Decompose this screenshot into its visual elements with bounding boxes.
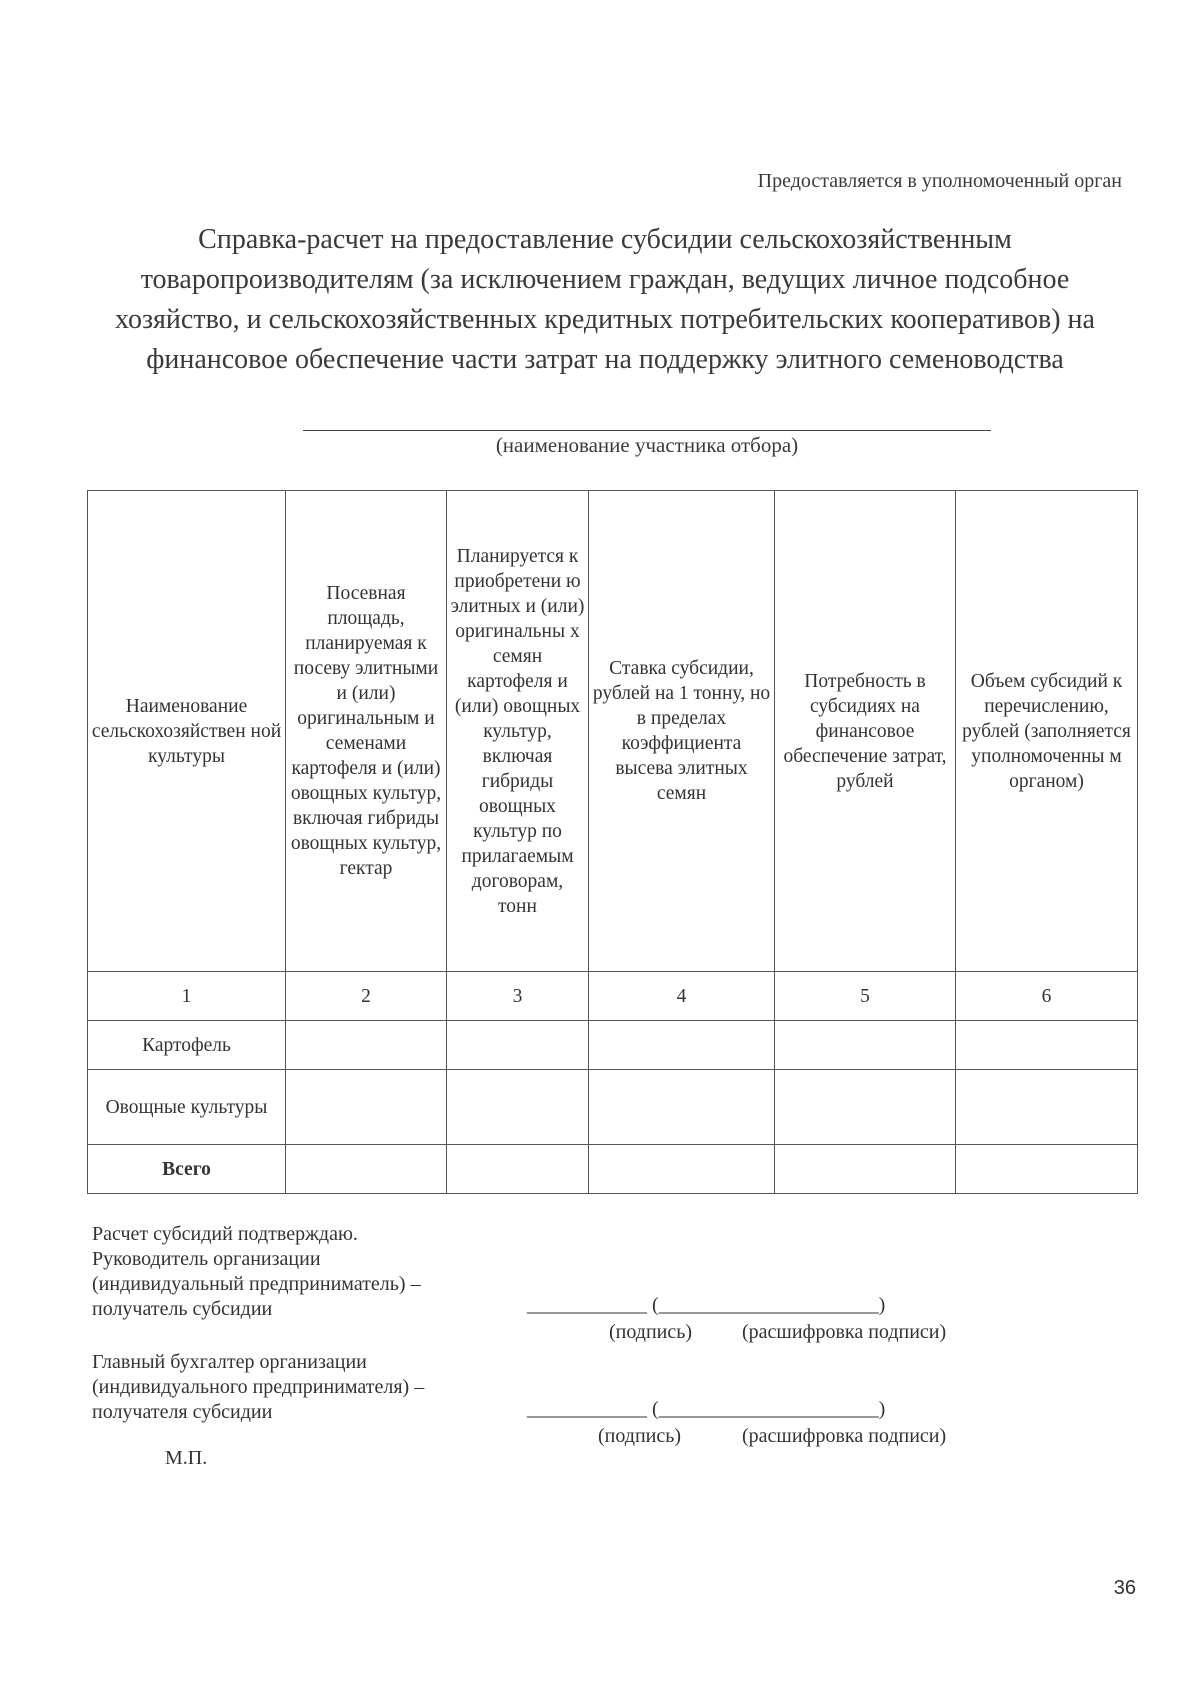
title-line: Справка-расчет на предоставление субсидии сельскохозяйственным [198,224,1012,255]
table-cell[interactable] [589,1145,775,1194]
addressee-note: Предоставляется в уполномоченный орган [757,170,1122,192]
table-cell[interactable] [956,1070,1138,1145]
table-cell[interactable] [589,1021,775,1070]
stamp-place: М.П. [165,1447,208,1469]
column-number: 3 [447,972,589,1021]
signature-text-line: Расчет субсидий подтверждаю. [92,1223,358,1245]
signature-text-line: Главный бухгалтер организации [92,1351,367,1373]
column-number: 6 [956,972,1138,1021]
decoding-label: (расшифровка подписи) [742,1425,947,1447]
page-number: 36 [1113,1577,1136,1599]
column-number: 4 [589,972,775,1021]
participant-caption: (наименование участника отбора) [495,433,799,457]
header-sowing-area: Посевная площадь, планируемая к посеву элитными и (или) оригинальным и семенами картофеля и (или) овощных культур, включая гибриды овощных культур, гектар [286,491,447,972]
head-signature-field[interactable]: ____________ (______________________) [527,1294,886,1316]
column-number-row [88,972,1138,1021]
signature-text-line: (индивидуальный предприниматель) – [92,1273,421,1295]
document-title [90,220,1120,380]
table-cell[interactable] [447,1145,589,1194]
signature-label: (подпись) [609,1321,693,1343]
accountant-signature-field[interactable]: ____________ (______________________) [527,1398,886,1420]
signature-text-line: получатель субсидии [92,1298,273,1320]
table-cell[interactable] [956,1145,1138,1194]
table-row [88,1070,1138,1145]
table-cell[interactable] [286,1145,447,1194]
subsidy-calculation-table [87,490,1138,1194]
table-cell[interactable] [447,1070,589,1145]
header-subsidy-need: Потребность в субсидиях на финансовое обеспечение затрат, рублей [775,491,956,972]
table-cell[interactable] [286,1021,447,1070]
header-planned-seeds: Планируется к приобретени ю элитных и (или) оригинальны х семян картофеля и (или) овощных культур, включая гибриды овощных культур по прилагаемым договорам, тонн [447,491,589,972]
signature-text-line: Руководитель организации [92,1248,321,1270]
title-line: товаропроизводителям (за исключением граждан, ведущих личное подсобное [140,264,1070,295]
title-line: хозяйство, и сельскохозяйственных кредитных потребительских кооперативов) на [115,304,1095,335]
signature-text-line: получателя субсидии [92,1401,273,1423]
row-crop-name: Овощные культуры [88,1070,286,1145]
column-number: 2 [286,972,447,1021]
row-crop-name: Картофель [88,1021,286,1070]
column-number: 1 [88,972,286,1021]
participant-name-field[interactable] [303,430,991,431]
header-subsidy-amount: Объем субсидий к перечислению, рублей (заполняется уполномоченны м органом) [956,491,1138,972]
decoding-label: (расшифровка подписи) [742,1321,947,1343]
signature-label: (подпись) [598,1425,682,1447]
head-signature-block [92,1222,421,1322]
table-cell[interactable] [775,1070,956,1145]
table-cell[interactable] [775,1021,956,1070]
header-crop-name: Наименование сельскохозяйствен ной культуры [88,491,286,972]
title-line: финансовое обеспечение части затрат на поддержку элитного семеноводства [146,344,1064,375]
table-cell[interactable] [956,1021,1138,1070]
table-total-row [88,1145,1138,1194]
column-number: 5 [775,972,956,1021]
table-row [88,1021,1138,1070]
table-cell[interactable] [589,1070,775,1145]
table-cell[interactable] [447,1021,589,1070]
signature-text-line: (индивидуального предпринимателя) – [92,1376,425,1398]
row-total-label: Всего [88,1145,286,1194]
header-subsidy-rate: Ставка субсидии, рублей на 1 тонну, но в пределах коэффициента высева элитных семян [589,491,775,972]
table-cell[interactable] [286,1070,447,1145]
accountant-signature-block [92,1350,424,1425]
table-header-row [88,491,1138,972]
table-cell[interactable] [775,1145,956,1194]
